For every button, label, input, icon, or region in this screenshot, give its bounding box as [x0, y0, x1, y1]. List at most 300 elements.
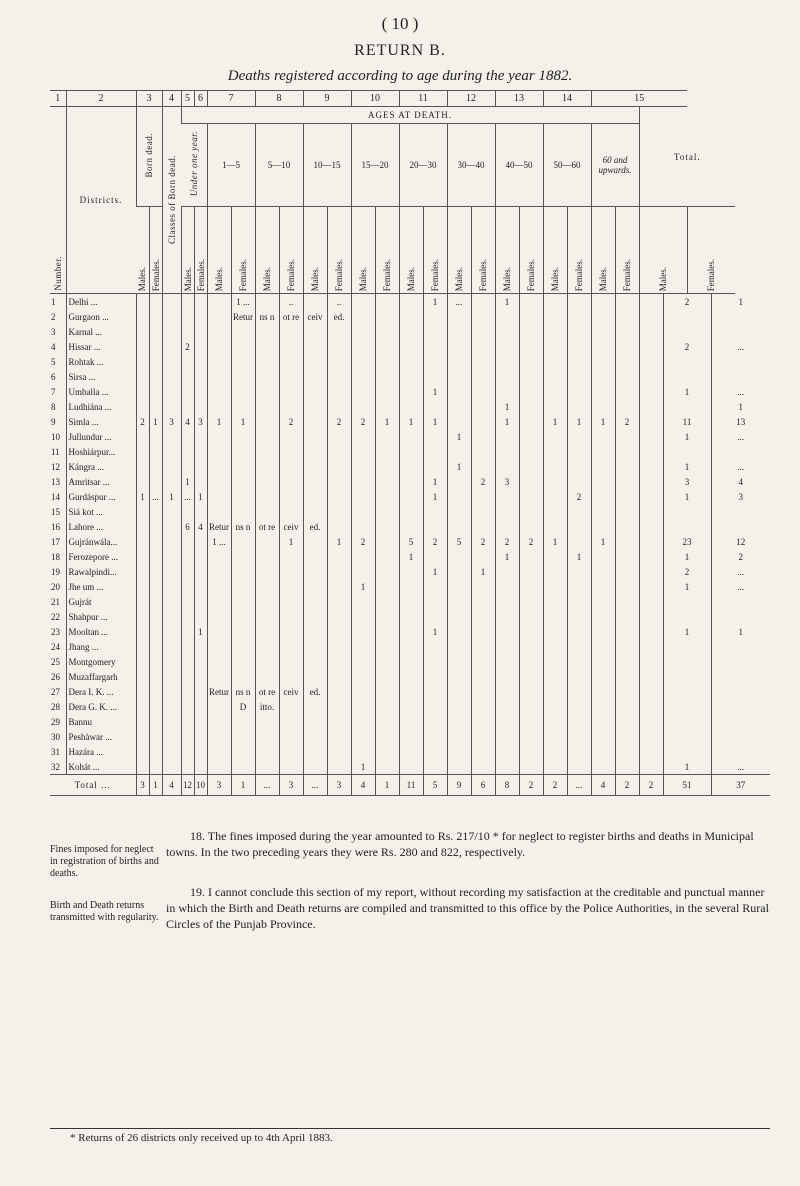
table-cell: [279, 339, 303, 354]
table-cell: [136, 714, 149, 729]
table-cell: [639, 669, 663, 684]
table-cell: 4: [711, 474, 770, 489]
table-cell: [447, 384, 471, 399]
table-cell: [255, 489, 279, 504]
table-cell: ...: [711, 759, 770, 775]
table-cell: [543, 354, 567, 369]
table-cell: [194, 564, 207, 579]
table-cell: [639, 609, 663, 624]
table-cell: [303, 294, 327, 310]
table-cell: [231, 429, 255, 444]
table-cell: [519, 414, 543, 429]
table-cell: [399, 624, 423, 639]
table-cell: [543, 759, 567, 775]
column-number-row: [50, 91, 770, 107]
table-cell: [207, 594, 231, 609]
table-row: [50, 684, 770, 699]
table-cell: [519, 489, 543, 504]
table-cell: [447, 489, 471, 504]
table-cell: [447, 399, 471, 414]
table-cell: [663, 669, 711, 684]
table-cell: [181, 744, 194, 759]
table-cell: [711, 744, 770, 759]
table-cell: [399, 669, 423, 684]
table-cell: [495, 339, 519, 354]
table-cell: [255, 369, 279, 384]
table-cell: [375, 384, 399, 399]
table-cell: [615, 519, 639, 534]
table-cell: [423, 549, 447, 564]
table-cell: [327, 549, 351, 564]
table-cell: [303, 639, 327, 654]
table-cell: [447, 684, 471, 699]
males-header: Males.: [262, 266, 272, 291]
table-cell: [207, 564, 231, 579]
table-cell: 1: [567, 414, 591, 429]
table-cell: [639, 519, 663, 534]
table-cell: [591, 624, 615, 639]
table-cell: [495, 699, 519, 714]
table-cell: [351, 684, 375, 699]
table-cell: [207, 549, 231, 564]
table-cell: [149, 624, 162, 639]
table-cell: 1: [181, 474, 194, 489]
table-cell: [519, 669, 543, 684]
table-cell: [303, 534, 327, 549]
table-cell: [194, 549, 207, 564]
table-cell: [663, 654, 711, 669]
table-cell: [471, 504, 495, 519]
table-cell: [279, 654, 303, 669]
table-cell: [567, 564, 591, 579]
table-cell: [447, 339, 471, 354]
females-header: Females.: [622, 258, 633, 291]
table-cell: [543, 654, 567, 669]
table-cell: [591, 744, 615, 759]
table-cell: [327, 489, 351, 504]
table-cell: [351, 519, 375, 534]
table-cell: [711, 504, 770, 519]
table-cell: [149, 444, 162, 459]
table-cell: [639, 369, 663, 384]
table-row: [50, 309, 770, 324]
table-cell: [519, 324, 543, 339]
table-cell: [279, 579, 303, 594]
table-cell: 1: [591, 534, 615, 549]
table-cell: [471, 384, 495, 399]
table-cell: [351, 354, 375, 369]
table-cell: [136, 594, 149, 609]
table-cell: 1: [136, 489, 149, 504]
table-cell: [639, 489, 663, 504]
table-cell: [471, 654, 495, 669]
table-cell: [181, 504, 194, 519]
row-number: 23: [51, 626, 60, 637]
table-cell: [231, 639, 255, 654]
table-body: [50, 294, 770, 775]
males-header: Males.: [182, 266, 193, 291]
district-name: Dera G. K. ...: [66, 699, 136, 714]
table-cell: ...: [711, 579, 770, 594]
table-cell: [399, 474, 423, 489]
table-row: [50, 759, 770, 775]
table-cell: [149, 399, 162, 414]
table-cell: [136, 429, 149, 444]
table-cell: [543, 699, 567, 714]
table-cell: [543, 309, 567, 324]
table-cell: 1: [711, 399, 770, 414]
table-cell: [303, 729, 327, 744]
table-cell: [136, 504, 149, 519]
table-cell: [495, 594, 519, 609]
table-cell: [136, 549, 149, 564]
table-cell: [471, 684, 495, 699]
table-cell: [447, 759, 471, 775]
table-cell: [327, 564, 351, 579]
table-cell: 1 ...: [207, 534, 231, 549]
table-row: [50, 444, 770, 459]
table-cell: 4: [181, 414, 194, 429]
table-cell: [567, 624, 591, 639]
table-cell: [162, 699, 181, 714]
total-label: Total ...: [50, 775, 136, 796]
table-cell: [194, 654, 207, 669]
table-cell: [181, 594, 194, 609]
table-cell: 1: [711, 624, 770, 639]
table-cell: [149, 354, 162, 369]
table-cell: [375, 444, 399, 459]
district-name: Kángra ...: [66, 459, 136, 474]
table-cell: 2: [351, 534, 375, 549]
table-cell: [136, 324, 149, 339]
table-cell: [423, 354, 447, 369]
table-cell: [423, 654, 447, 669]
table-row: [50, 294, 770, 310]
colnum: 13: [495, 91, 543, 107]
footnote: * Returns of 26 districts only received up to 4th April 1883.: [70, 1132, 333, 1144]
table-cell: [207, 459, 231, 474]
table-cell: [495, 324, 519, 339]
table-cell: [194, 759, 207, 775]
table-cell: [231, 339, 255, 354]
table-cell: 13: [711, 414, 770, 429]
total-cell: 2: [615, 775, 639, 796]
age-group-header: 30—40: [447, 124, 495, 207]
table-cell: [149, 654, 162, 669]
table-cell: [194, 324, 207, 339]
table-cell: [351, 294, 375, 310]
table-cell: [615, 759, 639, 775]
table-cell: [567, 324, 591, 339]
table-cell: [423, 729, 447, 744]
table-cell: [567, 669, 591, 684]
table-cell: [149, 669, 162, 684]
table-cell: ...: [711, 429, 770, 444]
table-cell: [615, 729, 639, 744]
table-cell: [231, 594, 255, 609]
table-cell: [447, 714, 471, 729]
district-name: Lahore ...: [66, 519, 136, 534]
table-cell: [279, 714, 303, 729]
table-cell: [519, 549, 543, 564]
table-cell: [207, 399, 231, 414]
table-cell: [423, 609, 447, 624]
table-cell: 1: [231, 414, 255, 429]
males-header: Males.: [214, 266, 224, 291]
table-cell: [567, 519, 591, 534]
table-cell: [471, 339, 495, 354]
table-cell: [327, 459, 351, 474]
row-number: 14: [51, 491, 60, 502]
table-cell: [639, 549, 663, 564]
table-row: [50, 519, 770, 534]
table-cell: [207, 309, 231, 324]
table-cell: [351, 384, 375, 399]
table-cell: [162, 474, 181, 489]
table-cell: [194, 354, 207, 369]
table-row: [50, 699, 770, 714]
table-cell: [149, 564, 162, 579]
table-cell: 1: [423, 384, 447, 399]
table-cell: [194, 294, 207, 310]
table-cell: [519, 444, 543, 459]
table-cell: [639, 474, 663, 489]
age-group-header: 15—20: [351, 124, 399, 207]
table-cell: [543, 684, 567, 699]
table-cell: [591, 399, 615, 414]
table-cell: [543, 429, 567, 444]
table-cell: [423, 714, 447, 729]
deaths-by-age-table: [50, 90, 770, 796]
colnum: 12: [447, 91, 495, 107]
table-cell: [567, 744, 591, 759]
table-cell: [255, 324, 279, 339]
males-header: Males.: [658, 266, 669, 291]
colnum: 10: [351, 91, 399, 107]
table-cell: 5: [447, 534, 471, 549]
table-cell: [149, 744, 162, 759]
table-cell: 1: [279, 534, 303, 549]
table-cell: [591, 429, 615, 444]
table-cell: [231, 399, 255, 414]
row-number: 32: [51, 761, 60, 772]
table-cell: [519, 759, 543, 775]
row-number: 12: [51, 461, 60, 472]
colnum: 6: [194, 91, 207, 107]
table-cell: ns n: [231, 519, 255, 534]
table-cell: [375, 624, 399, 639]
row-number: 7: [51, 386, 56, 397]
table-cell: [162, 744, 181, 759]
table-cell: [399, 504, 423, 519]
table-cell: [711, 519, 770, 534]
table-cell: [162, 684, 181, 699]
table-cell: 3: [194, 414, 207, 429]
table-cell: 1: [663, 549, 711, 564]
table-cell: [567, 534, 591, 549]
paragraph-18: 18. The fines imposed during the year amounted to Rs. 217/10 * for neglect to register births and deaths in Municipal towns. In the two preceding years they were Rs. 280 and 822, respectively.: [166, 829, 754, 859]
table-cell: [399, 714, 423, 729]
table-cell: [591, 594, 615, 609]
table-cell: [149, 714, 162, 729]
row-number: 3: [51, 326, 56, 337]
table-cell: ..: [327, 294, 351, 310]
table-cell: [543, 339, 567, 354]
table-cell: [327, 744, 351, 759]
females-header: Females.: [334, 258, 344, 291]
row-number: 16: [51, 521, 60, 532]
paragraph-19: 19. I cannot conclude this section of my report, without recording my satisfaction at the creditable and punctual manner in which the Birth and Death returns are compiled and transmitted to this office by the Police Authorities, in the several Rural Circles of the Punjab Province.: [166, 885, 769, 931]
table-cell: [194, 594, 207, 609]
table-cell: 1: [447, 459, 471, 474]
table-cell: [207, 369, 231, 384]
table-cell: 1: [663, 459, 711, 474]
table-cell: [423, 309, 447, 324]
table-cell: D: [231, 699, 255, 714]
table-cell: [149, 534, 162, 549]
total-cell: ...: [567, 775, 591, 796]
row-number: 8: [51, 401, 56, 412]
table-cell: [639, 744, 663, 759]
row-number: 25: [51, 656, 60, 667]
table-cell: [567, 654, 591, 669]
table-cell: [543, 579, 567, 594]
table-cell: [711, 699, 770, 714]
table-cell: [136, 444, 149, 459]
table-cell: [194, 369, 207, 384]
table-cell: [162, 294, 181, 310]
table-cell: 1: [423, 294, 447, 310]
table-cell: [303, 714, 327, 729]
table-cell: [519, 579, 543, 594]
table-cell: [495, 729, 519, 744]
table-cell: [615, 354, 639, 369]
table-cell: [194, 309, 207, 324]
table-row: [50, 594, 770, 609]
table-cell: [519, 369, 543, 384]
table-cell: [567, 339, 591, 354]
table-cell: [327, 369, 351, 384]
males-header: Males.: [310, 266, 320, 291]
table-cell: [615, 369, 639, 384]
table-cell: [471, 699, 495, 714]
table-cell: ot re: [279, 309, 303, 324]
table-cell: [255, 534, 279, 549]
born-dead-header: Born dead.: [144, 133, 154, 178]
table-cell: [495, 579, 519, 594]
table-cell: [495, 759, 519, 775]
table-cell: [591, 519, 615, 534]
table-cell: 1: [663, 489, 711, 504]
table-cell: [231, 609, 255, 624]
table-cell: [375, 324, 399, 339]
table-cell: 2: [663, 564, 711, 579]
table-cell: [567, 579, 591, 594]
table-cell: 2: [279, 414, 303, 429]
table-cell: [543, 669, 567, 684]
table-cell: [543, 729, 567, 744]
table-cell: [207, 714, 231, 729]
table-row: [50, 489, 770, 504]
table-cell: [447, 504, 471, 519]
total-cell: 9: [447, 775, 471, 796]
table-cell: [447, 729, 471, 744]
table-cell: [327, 354, 351, 369]
table-cell: [375, 684, 399, 699]
table-cell: [375, 744, 399, 759]
table-cell: [399, 594, 423, 609]
table-cell: [194, 474, 207, 489]
table-cell: [194, 609, 207, 624]
table-cell: [255, 429, 279, 444]
table-cell: [663, 354, 711, 369]
table-cell: [303, 579, 327, 594]
table-cell: [711, 729, 770, 744]
total-cell: 12: [181, 775, 194, 796]
table-cell: [543, 294, 567, 310]
table-cell: [591, 759, 615, 775]
table-cell: [194, 459, 207, 474]
table-cell: [231, 444, 255, 459]
table-cell: [591, 699, 615, 714]
table-row: [50, 459, 770, 474]
table-cell: [194, 429, 207, 444]
table-cell: [663, 639, 711, 654]
table-cell: [181, 669, 194, 684]
table-cell: [471, 399, 495, 414]
district-name: Muzaffargarh: [66, 669, 136, 684]
table-cell: [231, 504, 255, 519]
table-cell: ot re: [255, 684, 279, 699]
table-cell: [567, 714, 591, 729]
table-row: [50, 354, 770, 369]
table-cell: [471, 519, 495, 534]
table-cell: [519, 354, 543, 369]
district-name: Peshàwar ...: [66, 729, 136, 744]
table-cell: [149, 549, 162, 564]
table-cell: [255, 549, 279, 564]
table-cell: [375, 474, 399, 489]
table-cell: [639, 564, 663, 579]
table-cell: [447, 309, 471, 324]
table-cell: ...: [711, 339, 770, 354]
table-cell: [447, 564, 471, 579]
district-name: Gujránwála...: [66, 534, 136, 549]
table-cell: [327, 339, 351, 354]
table-cell: 1: [591, 414, 615, 429]
table-cell: [471, 729, 495, 744]
row-number: 11: [51, 446, 60, 457]
table-cell: [399, 744, 423, 759]
table-cell: [351, 714, 375, 729]
age-group-header: 10—15: [303, 124, 351, 207]
district-name: Umballa ...: [66, 384, 136, 399]
table-cell: 1: [495, 399, 519, 414]
district-name: Dera I. K. ...: [66, 684, 136, 699]
table-cell: [303, 444, 327, 459]
table-cell: [639, 444, 663, 459]
table-row: [50, 384, 770, 399]
table-cell: [303, 669, 327, 684]
row-number: 30: [51, 731, 60, 742]
table-cell: [591, 354, 615, 369]
total-cell: 8: [495, 775, 519, 796]
table-cell: [519, 429, 543, 444]
table-cell: 2: [471, 474, 495, 489]
table-cell: [231, 729, 255, 744]
table-cell: [447, 744, 471, 759]
table-cell: [615, 549, 639, 564]
